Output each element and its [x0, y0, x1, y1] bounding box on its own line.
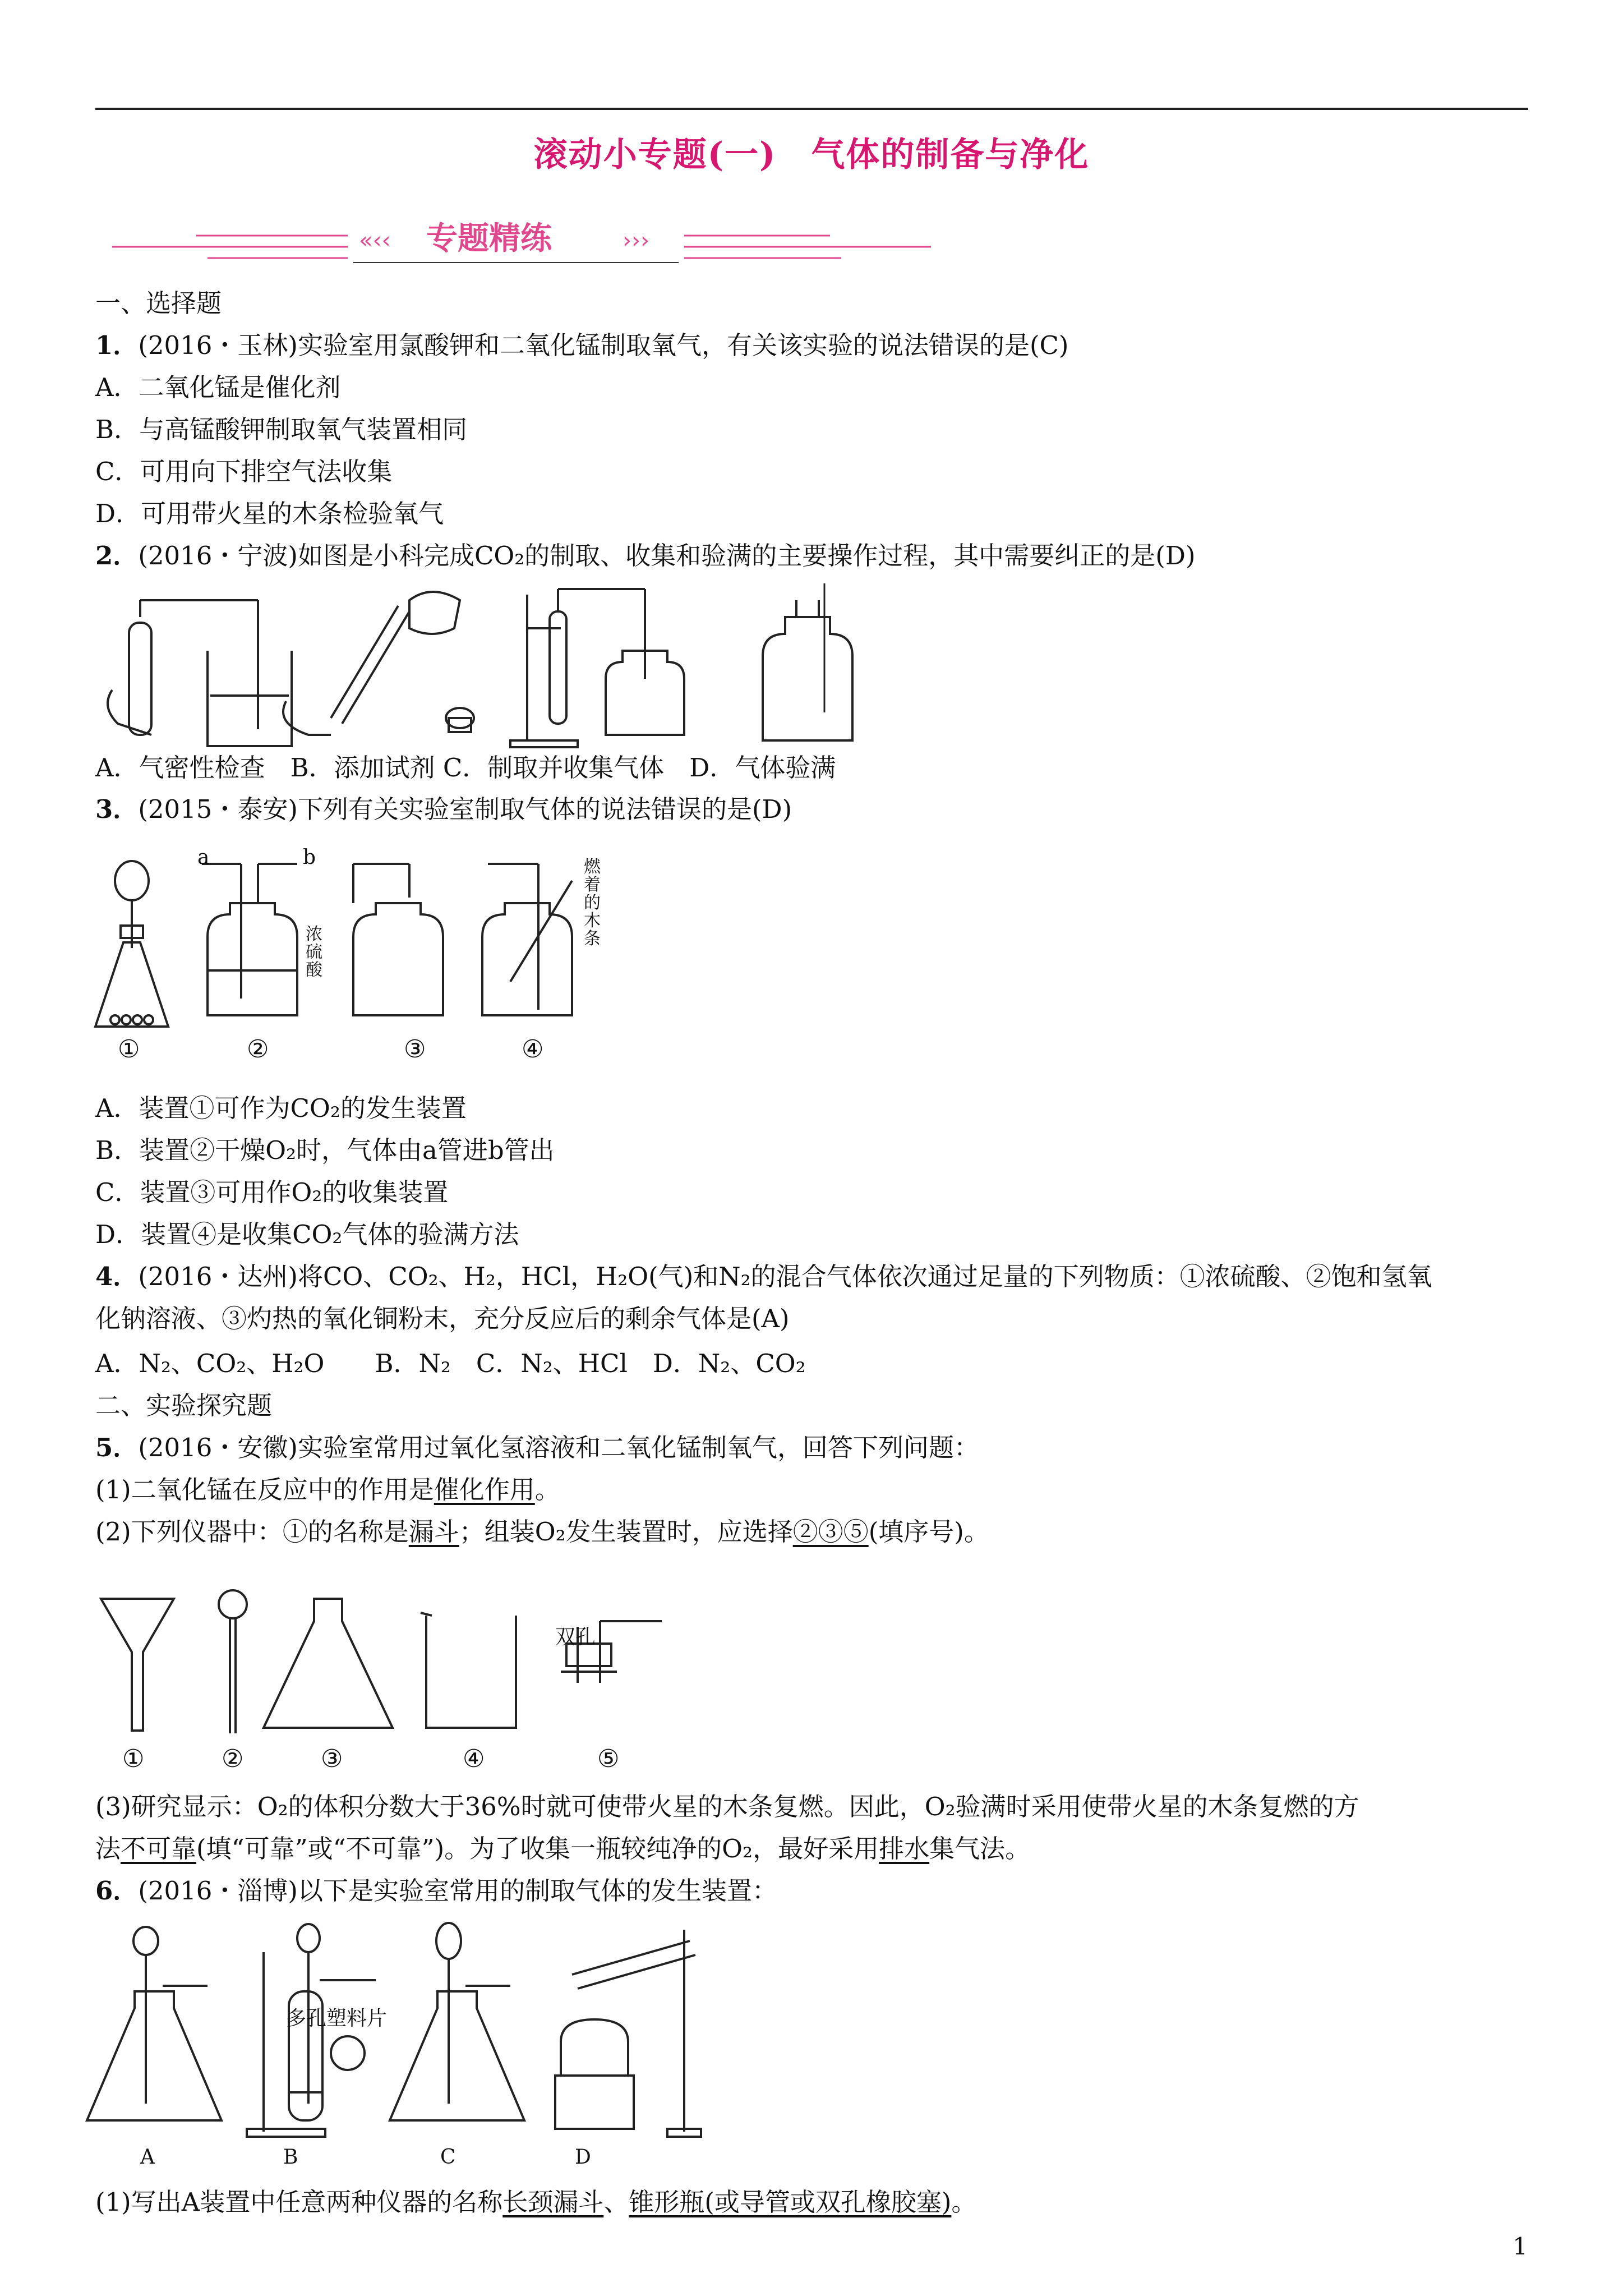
q2-figure	[95, 578, 880, 757]
q6-plate-label: 多孔塑料片	[286, 2007, 388, 2030]
q3-option-b: B．装置②干燥O₂时，气体由a管进b管出	[95, 1135, 555, 1165]
page-title: 滚动小专题(一) 气体的制备与净化	[533, 135, 1090, 174]
q3-tube-a-label: a	[197, 846, 210, 869]
header-rule	[95, 108, 1528, 110]
q1-stem: 1．(2016・玉林)实验室用氯酸钾和二氧化锰制取氧气，有关该实验的说法错误的是(C)	[95, 330, 1069, 360]
page-number: 1	[1513, 2233, 1528, 2260]
q4-stem-line1: 4．(2016・达州)将CO、CO₂、H₂，HCl，H₂O(气)和N₂的混合气体依次通过足量的下列物质：①浓硫酸、②饱和氢氧	[95, 1262, 1432, 1291]
q3-option-a: A．装置①可作为CO₂的发生装置	[95, 1093, 467, 1123]
banner-right-arrows: ›››	[623, 228, 649, 254]
q5-label-4: ④	[463, 1745, 485, 1773]
q5-answer-2a: 漏斗	[408, 1517, 459, 1547]
q3-option-d: D．装置④是收集CO₂气体的验满方法	[95, 1220, 519, 1249]
q5-answer-3b: 排水	[879, 1834, 930, 1864]
section-banner	[112, 213, 931, 264]
q2-options: A．气密性检查 B．添加试剂 C．制取并收集气体 D．气体验满	[95, 753, 836, 783]
q3-label-3: ③	[404, 1035, 426, 1064]
q5-label-1: ①	[122, 1745, 145, 1773]
q3-splint-label: 燃着的木条	[584, 857, 601, 949]
section2-heading: 二、实验探究题	[95, 1391, 273, 1420]
q5-stopper-label: 双孔	[555, 1626, 596, 1649]
q5-part2: (2)下列仪器中：①的名称是漏斗；组装O₂发生装置时，应选择②③⑤(填序号)。	[95, 1517, 989, 1547]
q1-option-d: D．可用带火星的木条检验氧气	[95, 499, 444, 528]
q6-stem: 6．(2016・淄博)以下是实验室常用的制取气体的发生装置：	[95, 1876, 777, 1906]
q5-part3-line1: (3)研究显示：O₂的体积分数大于36%时就可使带火星的木条复燃。因此，O₂验满时采用使带火星的木条复燃的方	[95, 1792, 1359, 1821]
q6-label-b: B	[283, 2146, 298, 2169]
q6-part1: (1)写出A装置中任意两种仪器的名称长颈漏斗、锥形瓶(或导管或双孔橡胶塞)。	[95, 2187, 977, 2217]
q6-answer-1a: 长颈漏斗	[502, 2187, 604, 2217]
q1-option-c: C．可用向下排空气法收集	[95, 457, 393, 486]
q6-label-a: A	[140, 2146, 155, 2169]
q6-label-c: C	[440, 2146, 456, 2169]
q5-part1: (1)二氧化锰在反应中的作用是催化作用。	[95, 1475, 560, 1504]
banner-left-arrows: «‹‹	[359, 228, 391, 254]
q3-label-2: ②	[247, 1035, 269, 1064]
q5-answer-1: 催化作用	[434, 1475, 535, 1504]
q3-option-c: C．装置③可用作O₂的收集装置	[95, 1177, 449, 1207]
q5-stem: 5．(2016・安徽)实验室常用过氧化氢溶液和二氧化锰制氧气，回答下列问题：	[95, 1433, 979, 1462]
q3-figure	[95, 847, 656, 1032]
q5-label-2: ②	[222, 1745, 244, 1773]
q1-option-b: B．与高锰酸钾制取氧气装置相同	[95, 415, 468, 444]
q6-answer-1b: 锥形瓶(或导管或双孔橡胶塞)	[629, 2187, 952, 2217]
q3-acid-label: 浓硫酸	[306, 924, 322, 980]
q5-answer-2b: ②③⑤	[792, 1517, 869, 1547]
q3-tube-b-label: b	[303, 846, 316, 869]
q6-label-d: D	[575, 2146, 591, 2169]
q4-stem-line2: 化钠溶液、③灼热的氧化铜粉末，充分反应后的剩余气体是(A)	[95, 1304, 790, 1333]
q3-stem: 3．(2015・泰安)下列有关实验室制取气体的说法错误的是(D)	[95, 794, 792, 824]
q5-figure	[95, 1588, 684, 1739]
q3-label-1: ①	[118, 1035, 140, 1064]
q4-options: A．N₂、CO₂、H₂O B．N₂ C．N₂、HCl D．N₂、CO₂	[95, 1349, 806, 1378]
q5-part3-line2: 法不可靠(填“可靠”或“不可靠”)。为了收集一瓶较纯净的O₂，最好采用排水集气法。	[95, 1834, 1031, 1864]
section1-heading: 一、选择题	[95, 288, 222, 318]
q2-stem: 2．(2016・宁波)如图是小科完成CO₂的制取、收集和验满的主要操作过程，其中需要纠正的是(D)	[95, 541, 1196, 570]
q6-figure	[95, 1918, 712, 2143]
q5-label-5: ⑤	[597, 1745, 620, 1773]
q5-label-3: ③	[321, 1745, 343, 1773]
q3-label-4: ④	[522, 1035, 544, 1064]
q5-answer-3a: 不可靠	[121, 1834, 197, 1864]
q1-option-a: A．二氧化锰是催化剂	[95, 372, 341, 402]
banner-text: 专题精练	[426, 220, 552, 257]
